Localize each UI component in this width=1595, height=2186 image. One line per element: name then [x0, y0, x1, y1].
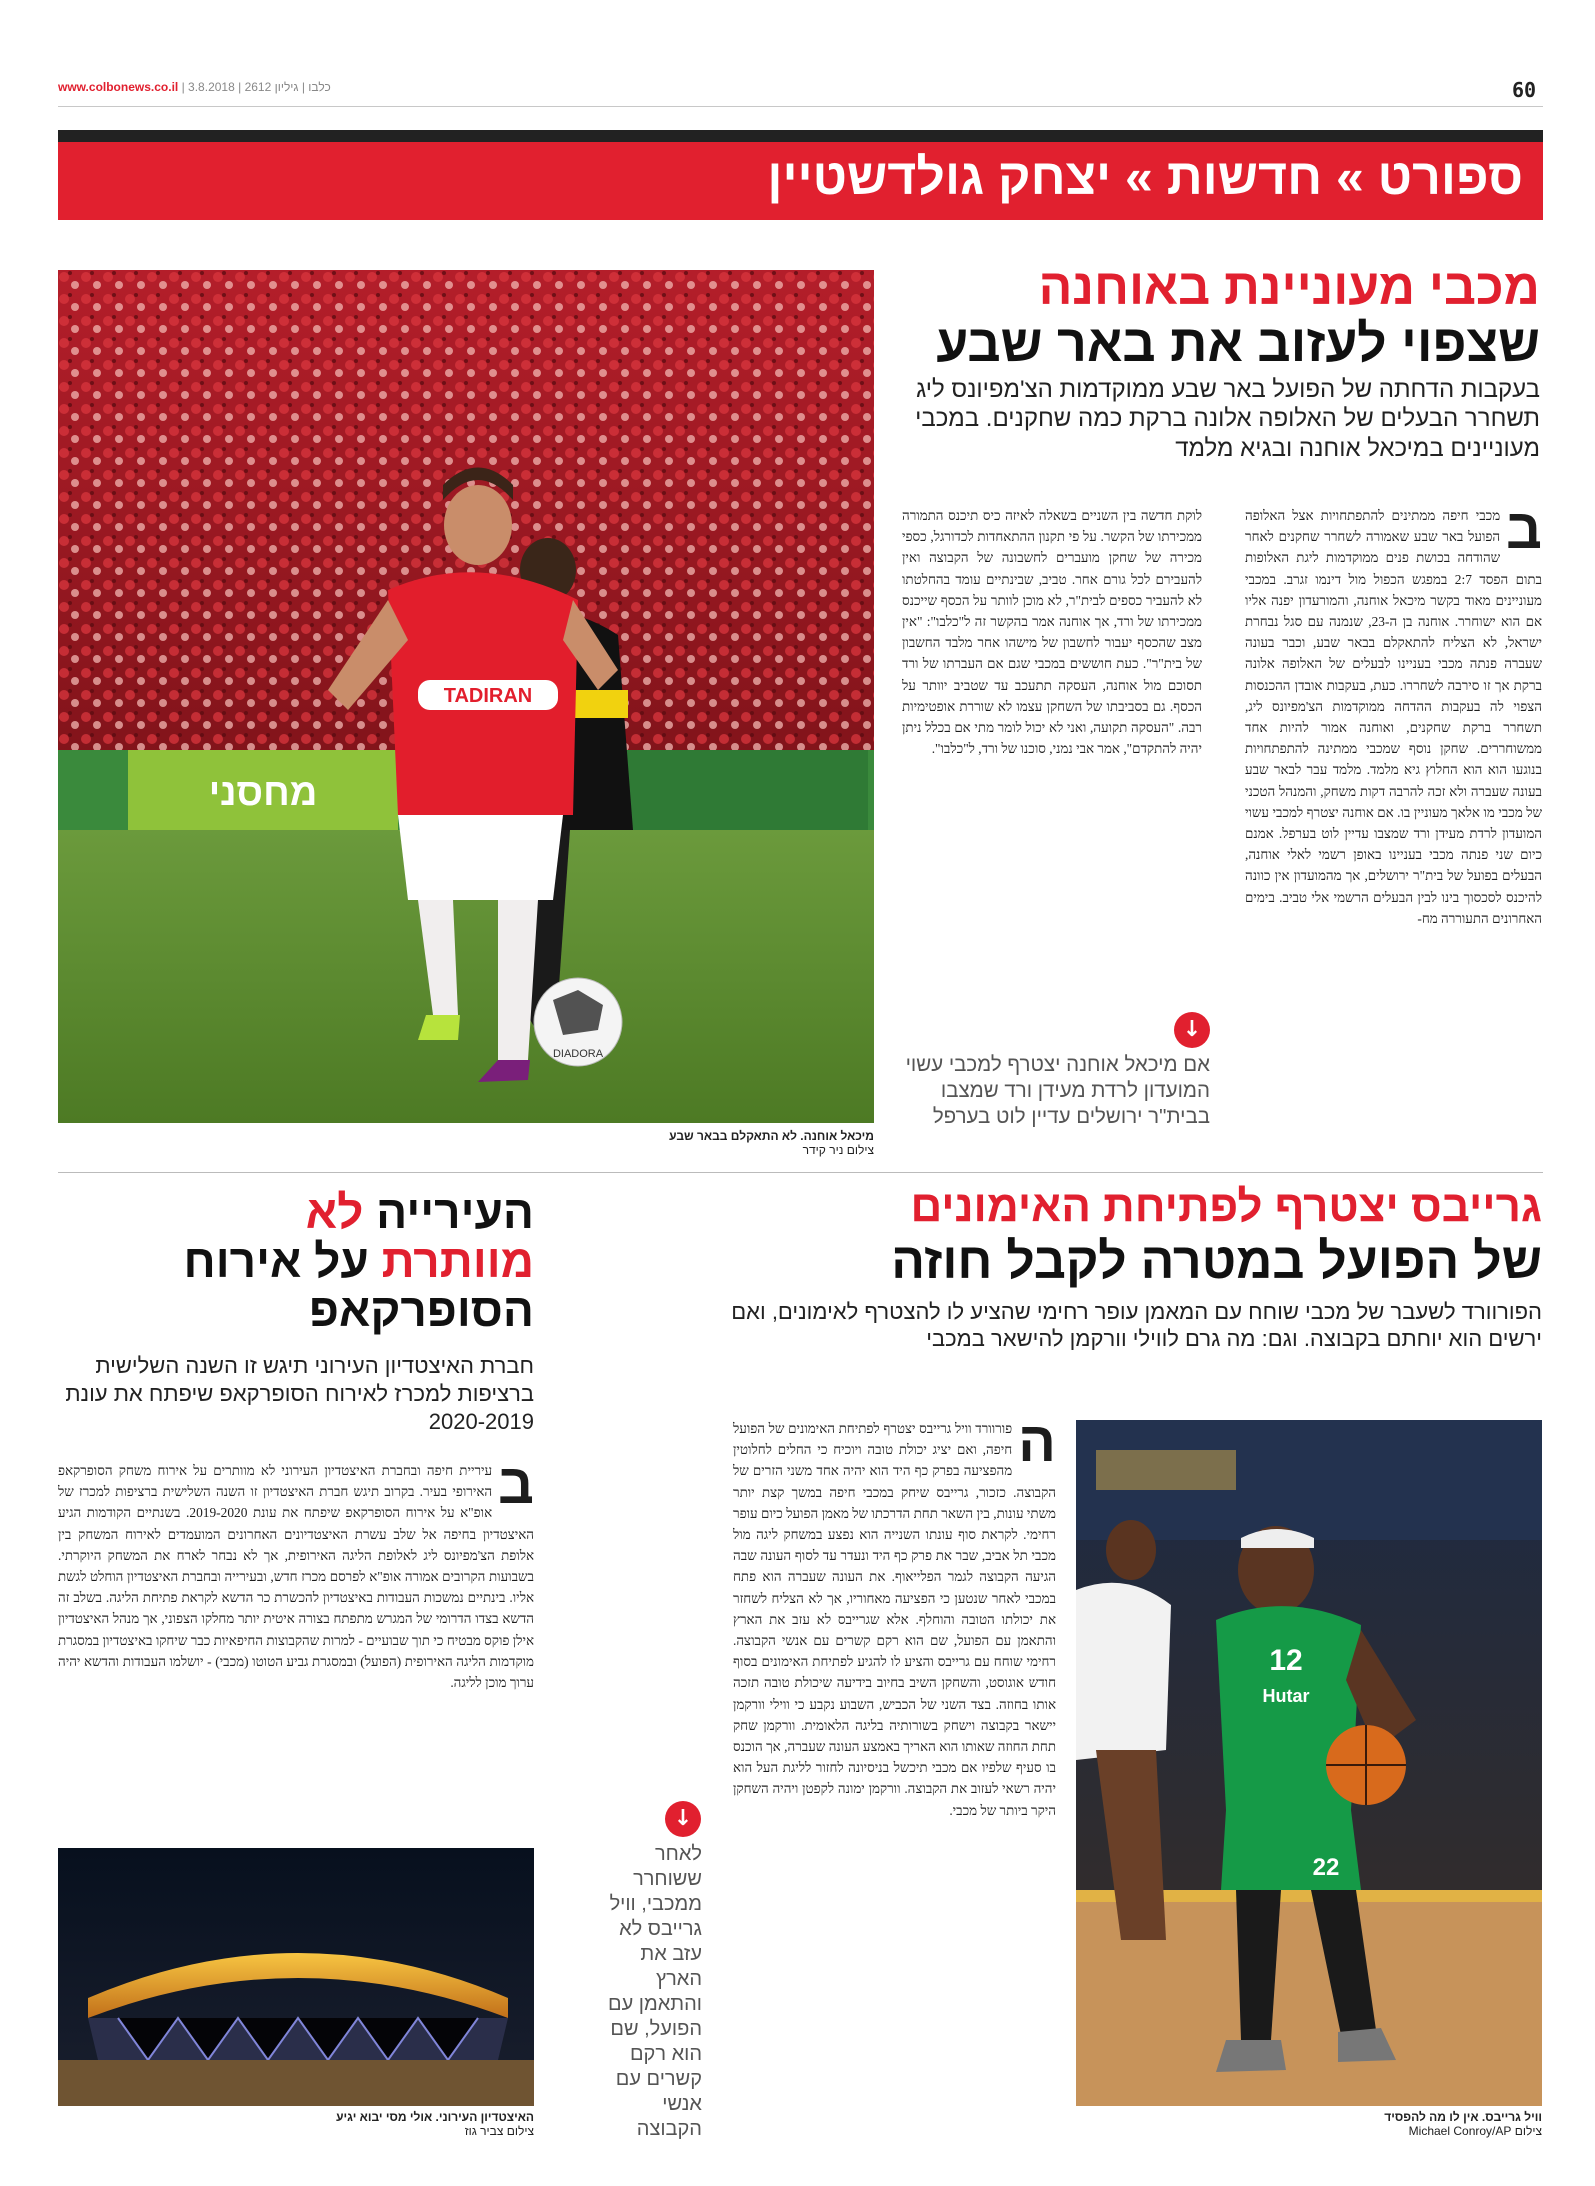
svg-text:22: 22	[1312, 1854, 1340, 1881]
stadium-photo	[58, 1848, 534, 2106]
ohana-caption-text: מיכאל אוחנה. לא התאקלם בבאר שבע	[669, 1129, 874, 1143]
story2-dropcap: ה	[1018, 1418, 1056, 1473]
story1-column-left-text: לוקת חדשה בין השניים בשאלה לאיזה כיס תיכנס התמורה ממכירתו של הקשר. על פי תקנון ההתאחדות לכדורגל, כספי מכירה של שחקן מועברים לחשבונה של הקבוצה ואין להעבירם לכל גורם אחר. טביב, שבינתיים עומד בהחלטתו לא להעביר כספים לבית"ר, לא מוכן לוותר על הכסף שייכנס ממכירתו של ורד, אך אוחנה אמר בהקשר זה ל"כלבו": "אין מצב שהכסף יעבור לחשבון של מישהו אחר מלבד החשבון של בית"ר". כעת חוששים במכבי שגם אם העברתו של ורד תסוכם מול אוחנה, העסקה תתעכב עד שטביב יוותר על הכסף. גם בסביבתו של השחקן עצמו לא שוררת אופטימיות רבה. "העסקה תקועה, ואני לא יכול לומר מתי אם בכלל ניתן יהיה להתקדם", אמר אבי נמני, סוכנו של ורד, ל"כלבו".	[902, 508, 1202, 757]
story3-headline-red1: לא	[305, 1186, 364, 1238]
story1-kicker: מכבי מעוניינת באוחנה	[1038, 259, 1540, 315]
story3-headline-line3	[58, 1286, 534, 1335]
svg-text:מחסני: מחסני	[208, 772, 318, 814]
story3-headline	[58, 1188, 534, 1335]
stadium-caption-text: האיצטדיון העירוני. אולי מסי יבוא יגיע	[336, 2110, 534, 2124]
graves-photo	[1076, 1420, 1542, 2106]
story3-column	[58, 1460, 534, 1840]
story1-column-right	[1245, 505, 1542, 1155]
section-topbar	[58, 130, 1543, 142]
story2-column	[733, 1418, 1056, 2158]
page-number: 60	[1512, 78, 1537, 102]
section-banner	[58, 142, 1543, 220]
arrow-down-icon: ↓	[665, 1801, 701, 1837]
graves-caption-text: וויל גרייבס. אין לו מה להפסיד	[1384, 2110, 1542, 2124]
story1-headline: שצפוי לעזוב את באר שבע	[936, 315, 1540, 373]
svg-text:TADIRAN: TADIRAN	[443, 685, 533, 707]
story3-column-text: עיריית חיפה ובחברת האיצטדיון העירוני לא מוותרים על אירוח משחק הסופרקאפ האירופי בעיר. בקרוב תיגש חברת האיצטדיון זו השנה השלישית ברציפות למכרז של אופ"א על אירוח הסופרקאפ שיפתח את עונת 2019-2020. בשנתיים הקודמות הגיע האיצטדיון בחיפה אל שלב עשרת האיצטדיונים האחרונים המועמדים לאירוח המשחק בין אלופת הצ'מפיונס ליג לאלופת הליגה האירופית, אך לא נבחר לארח את המשחק היוקרתי. בשבועות הקרובים אמורה אופ"א לפרסם מכרז חדש, ובעירייה ובחברת האיצטדיון הוחלט לגשת אליו. בינתיים נמשכות העבודות באיצטדיון להכשרת כר הדשא לקראת פתיחת הליגה. בשלב זה הדשא בצדו הדרומי של המגרש מתפתח בצורה איטית יותר מחלקו הצפוני, אך מנהל האיצטדיון אילן פוקס מבטיח כי תוך שבועיים - למרות שהקבוצות החיפאיות כבר שיחקו באיצטדיון במסגרת מוקדמות הליגה האירופית (הפועל) ובמסגרת גביע הטוטו (מכבי) - יושלמו העבודות והדשא יהיה ערוך מוכן לליגה.	[58, 1463, 534, 1691]
paper-name: כלבו	[308, 80, 331, 94]
issue-date: 3.8.2018	[188, 80, 235, 94]
ohana-photo	[58, 270, 874, 1123]
story1-pull-quote: אם מיכאל אוחנה יצטרף למכבי עשוי המועדון לרדת מעידן ורד שמצבו בבית"ר ירושלים עדיין לוט בערפל	[905, 1053, 1210, 1128]
story3-headline-line2	[58, 1237, 534, 1286]
svg-text:DIADORA: DIADORA	[552, 1048, 604, 1060]
ohana-caption	[58, 1129, 874, 1157]
ohana-photo-credit: צילום ניר קידר	[802, 1143, 874, 1157]
svg-text:Hutar: Hutar	[1262, 1686, 1310, 1706]
stadium-photo-credit: צילום צביר גוז	[464, 2124, 534, 2138]
story1-dropcap: ב	[1506, 505, 1542, 560]
story2-kicker: גרייבס יצטרף לפתיחת האימונים	[910, 1182, 1542, 1231]
story1-dek: בעקבות הדחתה של הפועל באר שבע ממוקדמות הצ'מפיונס ליג תשחרר הבעלים של האלופה אלונה ברקת כמה שחקנים. במכבי מעוניינים במיכאל אוחנה ובגיא מלמד	[915, 376, 1540, 462]
arrow-down-icon: ↓	[1174, 1012, 1210, 1048]
story3-headline-red2: מוותרת	[381, 1235, 534, 1287]
svg-text:12: 12	[1269, 1644, 1303, 1677]
story3-headline-black2: על אירוח	[183, 1235, 369, 1287]
masthead-line: www.colbonews.co.il | כלבו | גיליון 2612 | 3.8.2018	[58, 80, 331, 94]
story3-dropcap: ב	[498, 1460, 534, 1515]
story2-pull-quote: לאחר ששוחרר ממכבי, וויל גרייבס לא עזב את הארץ והתאמן עם הפועל, שם הוא רקם קשרים עם אנשי הקבוצה	[608, 1843, 702, 2140]
site-url[interactable]: www.colbonews.co.il	[58, 80, 179, 94]
graves-photo-credit: צילום Michael Conroy/AP	[1408, 2124, 1542, 2138]
section-title: ספורט » חדשות » יצחק גולדשטיין	[767, 149, 1523, 205]
story2-dek: הפורוורד לשעבר של מכבי שוחח עם המאמן עופר רחימי שהציע לו להצטרף לאימונים, ואם ירשים הוא יוחתם בקבוצה. וגם: מה גרם לווילי וורקמן להישאר במכבי	[731, 1299, 1542, 1351]
graves-caption	[1076, 2110, 1542, 2138]
story3-headline-line1	[58, 1188, 534, 1237]
story2-headline: של הפועל במטרה לקבל חוזה	[891, 1233, 1542, 1289]
story3-dek: חברת האיצטדיון העירוני תיגש זו השנה השלישית ברציפות למכרז לאירוח הסופרקאפ שיפתח את עונת 2020-2019	[65, 1353, 534, 1434]
top-divider	[58, 106, 1543, 107]
issue-number: גיליון 2612	[244, 80, 299, 94]
story2-column-text: פורוורד וויל גרייבס יצטרף לפתיחת האימונים של הפועל חיפה, ואם יציג יכולת טובה ויוכיח כי החלים לחלוטין מהפציעה בפרק כף היד הוא יהיה אחד משני הזרים של הקבוצה. כזכור, גרייבס שיחק במכבי חיפה במשך קצת יותר משתי עונות, בין השאר תחת הדרכתו של מאמן הפועל כיום עופר רחימי. לקראת סוף עונתו השנייה הוא נפצע במשחק ליגה מול מכבי תל אביב, שבר את פרק כף היד ונעדר עד לסוף העונה שבה הגיעה הקבוצה לגמר הפלייאוף. את העונה שעברה הוא פתח במכבי לאחר שנטען כי הפציעה מאחוריו, אך לא הצליח לשחזר את יכולתו הטובה והוחלף. אלא שגרייבס לא עזב את הארץ והתאמן עם הפועל, שם הוא רקם קשרים עם אנשי הקבוצה. רחימי שוחח עם גרייבס והציע לו להגיע לפתיחת האימונים בסוף חודש אוגוסט, והשחקן השיב בחיוב בידיעה שיכולת טובה תזכה אותו בחוזה. בצד השני של הכביש, השבוע נקבע כי ווילי וורקמן יישאר בקבוצה וישחק בשורותיה בליגה הלאומית. וורקמן שחק תחת החוזה שאותו הוא האריך באמצע העונה שעברה, אך הוכנס בו סעיף שלפיו אם מכבי תיכשל בניסיונה לחזור לליגת העל הוא יהיה רשאי לעזוב את הקבוצה. וורקמן ימונה לקפטן ויהיה השחקן היקר ביותר של מכבי.	[733, 1421, 1056, 1818]
story1-column-left	[902, 505, 1202, 915]
story3-headline-black1: העירייה	[376, 1186, 534, 1238]
story-divider	[58, 1172, 1543, 1173]
story3-headline-black3: הסופרקאפ	[308, 1284, 534, 1336]
stadium-caption	[58, 2110, 534, 2138]
story1-column-right-text: מכבי חיפה ממתינים להתפתחויות אצל האלופה הפועל באר שבע שאמורה לשחרר שחקנים לאחר שהודחה בכושת פנים ממוקדמות ליגת האלופות בתום הפסד 2:7 במפגש הכפול מול דינמו זגרב. במכבי מעוניינים מאוד בקשר מיכאל אוחנה, והמורעדון יפנה אליו אם הוא ישוחרר. אוחנה בן ה-23, שנמנה עם סגל נבחרת ישראל, לא הצליח להתאקלם בבאר שבע, וכבר בעונה שעברה פנתה מכבי בעניינו לבעלים של האלופה אלונה ברקת אך זו סירבה לשחררו. כעת, בעקבות אובדן ההכנסות הצפוי לה בעקבות ההדחה ממוקדמות הצ'מפיונס ליג, תשחרר ברקת שחקנים, ואוחנה אמור להיות אחד ממשוחררים. שחקן נוסף שמכבי ממתינה להתפתחויות בנוגעו הוא הוא החלוץ גיא מלמד. מלמד עבר לבאר שבע בעונה שעברה ולא זכה להרבה דקות משחק, והמנהל הטכני של מכבי מו אלאך מעוניין בו. אם אוחנה יצטרף למכבי עשוי המועדון לרדת מעידן ורד שמצבו עדיין לוט בערפל. אמנם כיום שני פנתה מכבי בעניינו באופן רשמי לאלי אוחנה, הבעלים בפועל של בית"ר ירושלים, אך מהמועדון אין כוונה להיכנס לסכסוך בינו לבין הבעלים הרשמי אלי טביב. בימים האחרונים התעוררה מח-	[1245, 508, 1542, 926]
